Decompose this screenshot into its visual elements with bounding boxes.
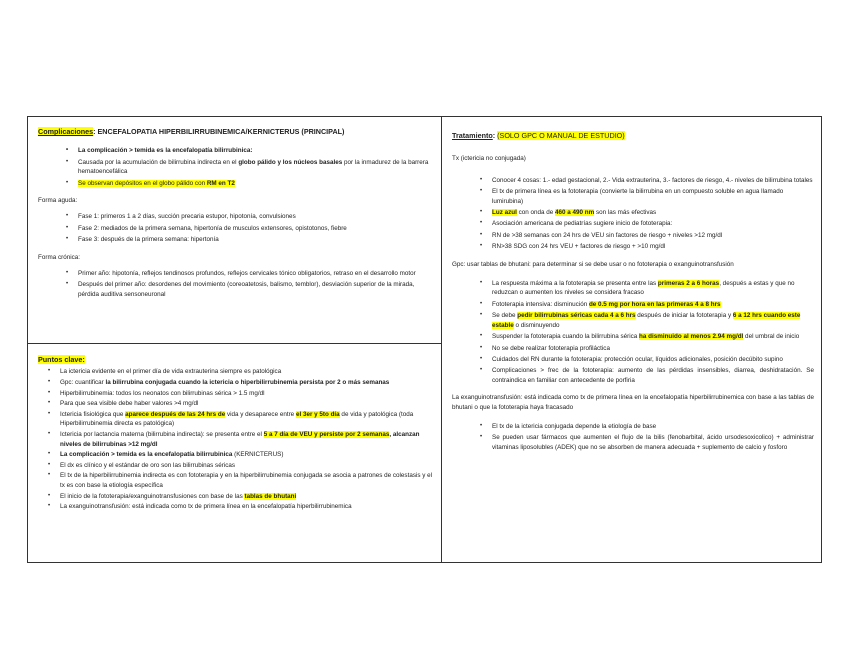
complicaciones-label: Complicaciones bbox=[38, 127, 94, 136]
row-divider bbox=[27, 343, 442, 344]
list-item: • Ictericia fisiológica que aparece después de las 24 hrs de vida y desaparece entre el 3er y 5to día de vida y patológica (toda Hiperbilirrubinemia directa es patológica) bbox=[60, 410, 434, 429]
tratamiento-heading: Tratamiento: (SOLO GPC O MANUAL DE ESTUDIO) bbox=[452, 131, 625, 140]
list-item: • El inicio de la fototerapia/exanguinotransfusiones con base de las tablas de bhutani bbox=[60, 492, 434, 502]
list-item: • Cuidados del RN durante la fototerapia: protección ocular, líquidos adicionales, posición decúbito supino bbox=[492, 355, 814, 364]
list-item: • Gpc: cuantificar la bilirrubina conjugada cuando la ictericia o hiperbilirrubinemia persista por 2 o más semanas bbox=[60, 378, 434, 388]
list-item: • Se debe pedir bilirrubinas séricas cada 4 a 6 hrs después de iniciar la fototerapia y 6 a 12 hrs cuando este estable o disminuyendo bbox=[492, 311, 814, 330]
forma-cronica-label: Forma crónica: bbox=[38, 253, 80, 261]
complicaciones-list bbox=[38, 146, 434, 188]
forma-aguda-label: Forma aguda: bbox=[38, 197, 78, 205]
list-item: • El tx de la ictericia conjugada depende la etiología de base bbox=[492, 422, 814, 431]
tratamiento-label: Tratamiento bbox=[452, 131, 493, 140]
tratamiento-cell bbox=[452, 123, 814, 460]
list-item: • Asociación americana de pediatrías sugiere inicio de fototerapia: bbox=[492, 219, 814, 228]
list-item: • Hiperbilirrubinemia: todos los neonatos con bilirrubinas sérica > 1.5 mg/dl bbox=[60, 389, 434, 399]
list-item: • Fase 2: mediados de la primera semana, hipertonía de musculos extensores, opistotonos, fiebre bbox=[78, 224, 434, 233]
list-item: • Conocer 4 cosas: 1.- edad gestacional, 2.- Vida extrauterina, 3.- factores de riesgo, 4.- niveles de bilirrubina totales bbox=[492, 176, 814, 185]
forma-cronica-list bbox=[38, 269, 434, 299]
list-item: • RN>38 SDG con 24 hrs VEU + factores de riesgo + >10 mg/dl bbox=[492, 242, 814, 251]
puntos-clave-cell bbox=[38, 351, 434, 520]
list-item: • No se debe realizar fototerapia profiláctica bbox=[492, 344, 814, 353]
list-item: • Fase 3: después de la primera semana: hipertonía bbox=[78, 235, 434, 244]
list-item: • La complicación > temida es la encefalopatía bilirrubinica (KERNICTERUS) bbox=[60, 450, 434, 460]
list-item: • Complicaciones > frec de la fototerapia: aumento de las pérdidas insensibles, diarrea, deshidratación. Se contraindica en familiar con antecedente de porfiria bbox=[492, 366, 814, 385]
column-divider bbox=[441, 116, 442, 563]
complicaciones-cell bbox=[38, 123, 434, 307]
list-item: • RN de >38 semanas con 24 hrs de VEU sin factores de riesgo + niveles >12 mg/dl bbox=[492, 231, 814, 240]
puntos-clave-heading: Puntos clave: bbox=[38, 355, 85, 364]
list-item: • La complicación > temida es la encefalopatía bilirrubinica: bbox=[78, 146, 434, 155]
list-item: • Se pueden usar fármacos que aumenten el flujo de la bilis (fenobarbital, ácido ursodesoxicolico) + administrar vitaminas liposolubles (ADEK) que no se absorben de manera adecuada + suplemento de calcio y fosforo bbox=[492, 433, 814, 452]
list-item: • Ictericia por lactancia materna (bilirrubina indirecta): se presenta entre el 5 a 7 día de VEU y persiste por 2 semanas, alcanzan niveles de bilirrubinas >12 mg/dl bbox=[60, 430, 434, 449]
list-item: • La exanguinotransfusión: está indicada como tx de primera línea en la encefalopatía hiperbilirrubinemica bbox=[60, 502, 434, 512]
forma-aguda-list bbox=[38, 212, 434, 244]
puntos-clave-list bbox=[38, 367, 434, 511]
list-item: • El tx de primera línea es la fototerapia (convierte la bilirrubina en un compuesto soluble en agua llamado lumirubina) bbox=[492, 187, 814, 206]
list-item: • Fase 1: primeros 1 a 2 días, succión precaria estupor, hipotonía, convulsiones bbox=[78, 212, 434, 221]
complicaciones-heading bbox=[38, 127, 434, 136]
tx-subheading: Tx (ictericia no conjugada) bbox=[452, 155, 526, 163]
list-item: • Suspender la fototerapia cuando la bilirrubina sérica ha disminuido al menos 2.94 mg/dl del umbral de inicio bbox=[492, 332, 814, 341]
list-item: • La respuesta máxima a la fototerapia se presenta entre las primeras 2 a 6 horas, después a estas y que no reduzcan o aumenten los niveles se considera fracaso bbox=[492, 279, 814, 298]
exanguino-paragraph: La exanguinotransfusión: está indicada como tx de primera línea en la encefalopatía hiperbilirrubinemica con base a las tablas de bhutani o que la fototerapia haya fracasado bbox=[452, 394, 814, 411]
list-item: • Fototerapia intensiva: disminución de 0.5 mg por hora en las primeras 4 a 8 hrs bbox=[492, 300, 814, 309]
tratamiento-tag: (SOLO GPC O MANUAL DE ESTUDIO) bbox=[497, 131, 625, 140]
list-item: • Luz azul con onda de 460 a 490 nm son las más efectivas bbox=[492, 208, 814, 217]
list-item: • Primer año: hipotonía, reflejos tendinosos profundos, reflejos cervicales tónico obligatorios, retraso en el desarrollo motor bbox=[78, 269, 434, 278]
list-item: • El tx de la hiperbilirrubinemia indirecta es con fototerapia y en la hiperbilirrubinemia conjugada se asocia a patrones de colestasis y el tx es con base la etiología específica bbox=[60, 471, 434, 490]
gpc-paragraph: Gpc: usar tablas de bhutani: para determinar si se debe usar o no fototerapia o exanguinotransfusión bbox=[452, 260, 734, 268]
tx-list-1 bbox=[452, 176, 814, 252]
list-item: • Causada por la acumulación de bilirrubina indirecta en el globo pálido y los núcleos basales por la inmadurez de la barrera hematoencefálica bbox=[78, 158, 434, 177]
list-item: • Para que sea visible debe haber valores >4 mg/dl bbox=[60, 399, 434, 409]
tx-list-3 bbox=[452, 422, 814, 452]
tx-list-2 bbox=[452, 279, 814, 385]
list-item: • El dx es clínico y el estándar de oro son las bilirrubinas séricas bbox=[60, 461, 434, 471]
list-item: • La ictericia evidente en el primer día de vida extrauterina siempre es patológica bbox=[60, 367, 434, 377]
list-item: • Se observan depósitos en el globo pálido con RM en T2 bbox=[78, 179, 434, 188]
complicaciones-title: : ENCEFALOPATIA HIPERBILIRRUBINEMICA/KERNICTERUS (PRINCIPAL) bbox=[93, 127, 345, 136]
list-item: • Después del primer año: desordenes del movimiento (coreoatetosis, balismo, temblor), desviación superior de la mirada, pérdida auditiva sensoneuronal bbox=[78, 280, 434, 299]
